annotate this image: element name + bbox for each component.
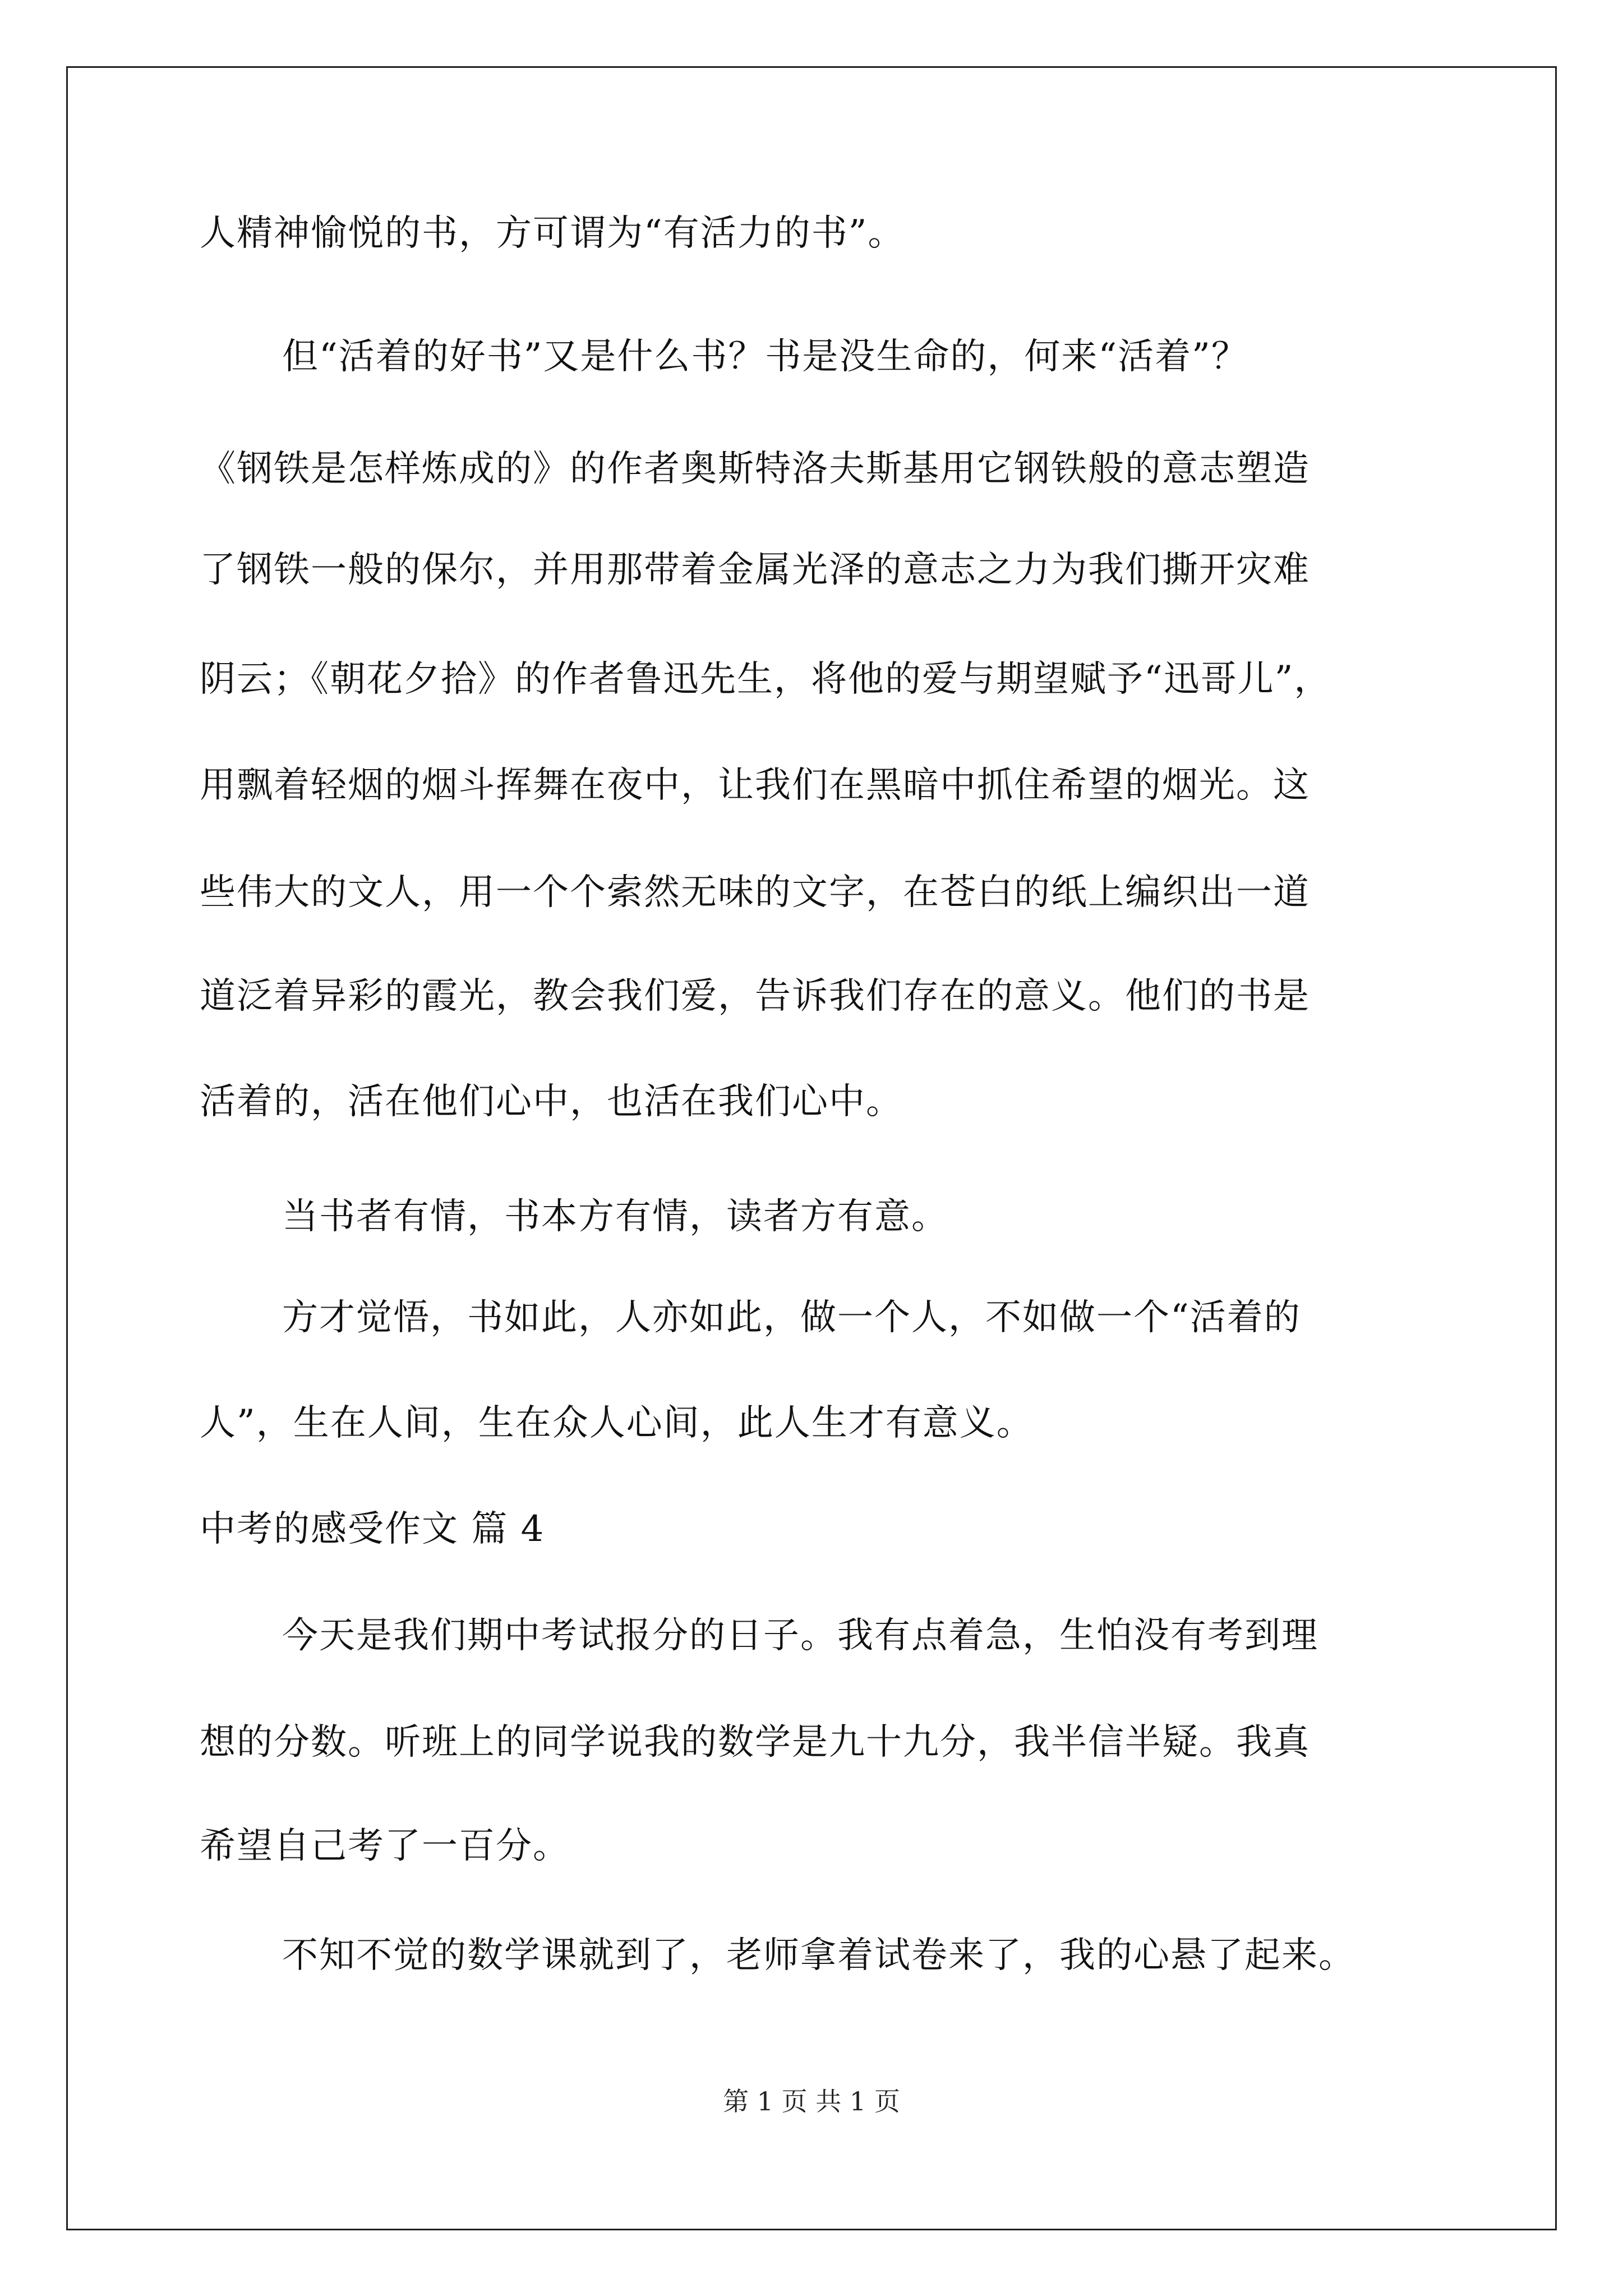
- section-heading: 中考的感受作文 篇 4: [200, 1508, 545, 1550]
- paragraph-line: 了钢铁一般的保尔，并用那带着金属光泽的意志之力为我们撕开灾难: [200, 549, 1310, 591]
- paragraph-line: 活着的，活在他们心中，也活在我们心中。: [200, 1081, 903, 1122]
- paragraph-line: 但“活着的好书”又是什么书？书是没生命的，何来“活着”？: [282, 336, 1248, 378]
- paragraph-line: 些伟大的文人，用一个个索然无味的文字，在苍白的纸上编织出一道: [200, 872, 1310, 913]
- paragraph-line: 今天是我们期中考试报分的日子。我有点着急，生怕没有考到理: [282, 1615, 1318, 1657]
- paragraph-line: 希望自己考了一百分。: [200, 1825, 570, 1867]
- paragraph-line: 不知不觉的数学课就到了，老师拿着试卷来了，我的心悬了起来。: [282, 1935, 1355, 1976]
- page-number-footer: 第 1 页 共 1 页: [723, 2086, 900, 2116]
- paragraph-line: 人”，生在人间，生在众人心间，此人生才有意义。: [200, 1402, 1034, 1444]
- paragraph-line: 方才觉悟，书如此，人亦如此，做一个人，不如做一个“活着的: [282, 1297, 1301, 1338]
- paragraph-line: 想的分数。听班上的同学说我的数学是九十九分，我半信半疑。我真: [200, 1722, 1310, 1763]
- paragraph-line: 人精神愉悦的书，方可谓为“有活力的书”。: [200, 213, 905, 254]
- paragraph-line: 阴云；《朝花夕拾》的作者鲁迅先生，将他的爱与期望赋予“迅哥儿”，: [200, 659, 1331, 700]
- paragraph-line: 《钢铁是怎样炼成的》的作者奥斯特洛夫斯基用它钢铁般的意志塑造: [200, 448, 1310, 490]
- paragraph-line: 用飘着轻烟的烟斗挥舞在夜中，让我们在黑暗中抓住希望的烟光。这: [200, 765, 1310, 806]
- page-border: [66, 66, 1557, 2230]
- paragraph-line: 道泛着异彩的霞光，教会我们爱，告诉我们存在的意义。他们的书是: [200, 976, 1310, 1017]
- paragraph-line: 当书者有情，书本方有情，读者方有意。: [282, 1196, 948, 1237]
